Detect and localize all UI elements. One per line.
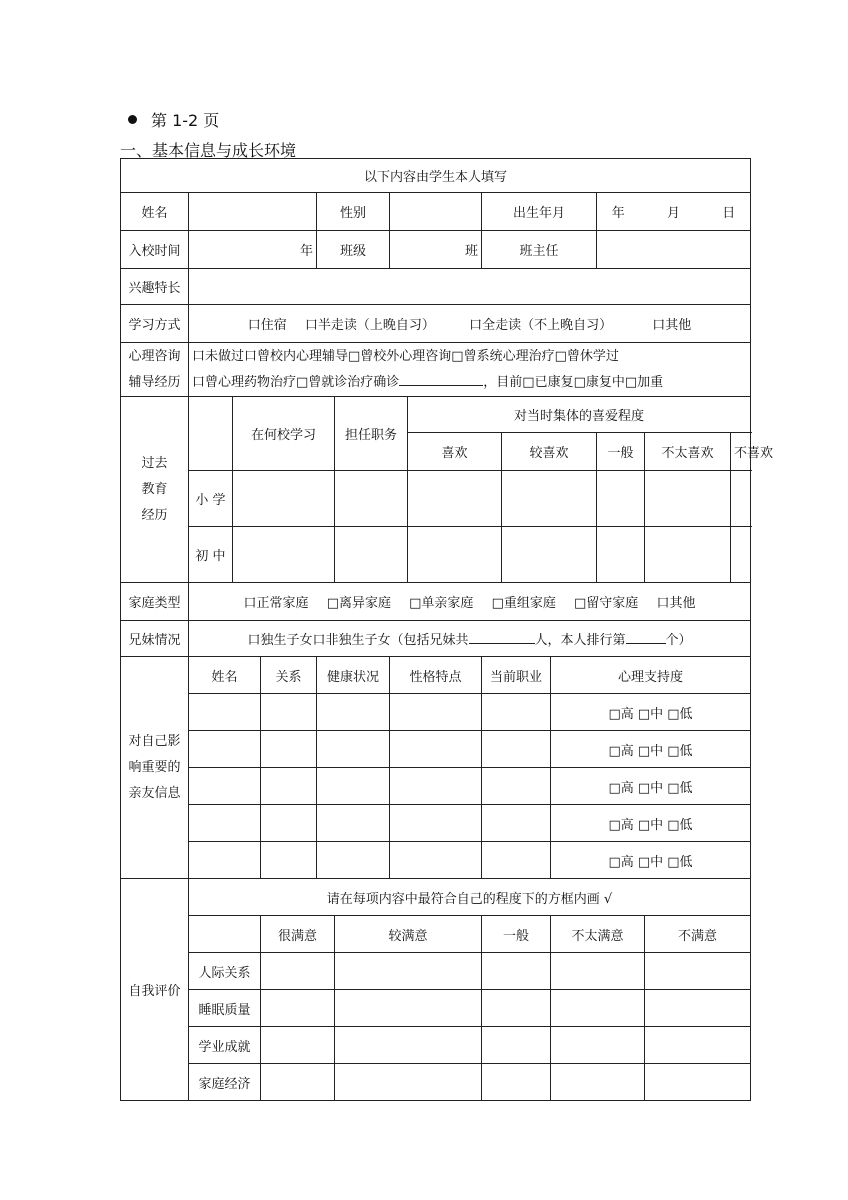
- rel-cell[interactable]: [189, 768, 261, 805]
- rel-support-options[interactable]: □高 □中 □低: [551, 694, 751, 731]
- edu-cell[interactable]: [408, 471, 502, 527]
- eval-cell[interactable]: [482, 990, 551, 1027]
- eval-cell[interactable]: [261, 1027, 335, 1064]
- rel-cell[interactable]: [317, 842, 390, 879]
- diagnosis-blank[interactable]: [399, 371, 483, 386]
- eval-cell[interactable]: [482, 1064, 551, 1101]
- admission-field[interactable]: [189, 231, 317, 269]
- relatives-label: 对自己影 响重要的 亲友信息: [121, 657, 189, 879]
- edu-cell[interactable]: [645, 527, 731, 583]
- rel-cell[interactable]: [482, 694, 551, 731]
- rel-cell[interactable]: [317, 731, 390, 768]
- eval-cell[interactable]: [551, 990, 645, 1027]
- rel-support-options[interactable]: □高 □中 □低: [551, 768, 751, 805]
- self-eval-instruction: 请在每项内容中最符合自己的程度下的方框内画 √: [189, 879, 751, 916]
- counseling-options[interactable]: [189, 343, 751, 397]
- edu-cell[interactable]: [645, 471, 731, 527]
- rel-cell[interactable]: [261, 768, 317, 805]
- edu-cell[interactable]: [731, 527, 751, 583]
- self-eval-label: 自我评价: [121, 879, 189, 1101]
- edu-cell[interactable]: [233, 527, 335, 583]
- edu-cell[interactable]: [597, 527, 645, 583]
- rel-cell[interactable]: [390, 694, 482, 731]
- eval-cell[interactable]: [335, 1064, 482, 1101]
- edu-row-junior: 初 中: [189, 527, 233, 583]
- teacher-field[interactable]: [597, 231, 751, 269]
- eval-level-neutral: 一般: [482, 916, 551, 953]
- edu-cell[interactable]: [731, 471, 751, 527]
- rel-cell[interactable]: [482, 768, 551, 805]
- eval-item-sleep: 睡眠质量: [189, 990, 261, 1027]
- edu-level-dislike: 不喜欢: [731, 433, 751, 471]
- eval-level-fairly: 较满意: [335, 916, 482, 953]
- family-option-other[interactable]: 口其他: [656, 596, 696, 611]
- eval-item-academic: 学业成就: [189, 1027, 261, 1064]
- education-col-school: 在何校学习: [233, 397, 335, 471]
- eval-item-relations: 人际关系: [189, 953, 261, 990]
- education-corner: [189, 397, 233, 471]
- class-unit: 班: [464, 244, 478, 259]
- rel-cell[interactable]: [390, 805, 482, 842]
- section-title: 一、基本信息与成长环境: [120, 141, 297, 160]
- self-eval-corner: [189, 916, 261, 953]
- study-mode-label: 学习方式: [121, 305, 189, 343]
- edu-level-neutral: 一般: [597, 433, 645, 471]
- rel-support-options[interactable]: □高 □中 □低: [551, 842, 751, 879]
- class-field[interactable]: [390, 231, 482, 269]
- family-type-label: 家庭类型: [121, 583, 189, 621]
- student-info-form: [120, 158, 774, 1101]
- education-col-position: 担任职务: [335, 397, 408, 471]
- rel-cell[interactable]: [261, 842, 317, 879]
- family-option-blended[interactable]: □重组家庭: [491, 596, 556, 611]
- family-type-options: [189, 583, 751, 621]
- rel-cell[interactable]: [390, 842, 482, 879]
- edu-cell[interactable]: [335, 527, 408, 583]
- rel-cell[interactable]: [189, 731, 261, 768]
- name-field[interactable]: [189, 193, 317, 231]
- birth-field[interactable]: [597, 193, 751, 231]
- counseling-line-2: 口曾心理药物治疗□曾就诊治疗确诊 ，目前□已康复□康复中□加重: [192, 370, 747, 396]
- eval-cell[interactable]: [335, 953, 482, 990]
- rel-cell[interactable]: [482, 805, 551, 842]
- rel-cell[interactable]: [482, 731, 551, 768]
- class-label: 班级: [317, 231, 390, 269]
- eval-cell[interactable]: [551, 953, 645, 990]
- rel-cell[interactable]: [261, 731, 317, 768]
- eval-cell[interactable]: [645, 1064, 751, 1101]
- eval-cell[interactable]: [551, 1064, 645, 1101]
- family-option-normal[interactable]: 口正常家庭: [243, 596, 309, 611]
- eval-item-economy: 家庭经济: [189, 1064, 261, 1101]
- edu-cell[interactable]: [408, 527, 502, 583]
- rel-cell[interactable]: [317, 694, 390, 731]
- rel-col-support: 心理支持度: [551, 657, 751, 694]
- counseling-label: 心理咨询 辅导经历: [121, 343, 189, 397]
- rel-col-health: 健康状况: [317, 657, 390, 694]
- eval-cell[interactable]: [261, 953, 335, 990]
- form-header: 以下内容由学生本人填写: [121, 159, 751, 193]
- education-col-group: 对当时集体的喜爱程度: [408, 397, 751, 433]
- edu-cell[interactable]: [233, 471, 335, 527]
- eval-cell[interactable]: [261, 1064, 335, 1101]
- eval-cell[interactable]: [645, 990, 751, 1027]
- eval-cell[interactable]: [551, 1027, 645, 1064]
- family-option-divorced[interactable]: □离异家庭: [326, 596, 391, 611]
- rel-cell[interactable]: [189, 842, 261, 879]
- siblings-count-blank[interactable]: [469, 629, 535, 644]
- birth-month-unit: 月: [667, 206, 681, 221]
- page-range-text: 第 1-2 页: [151, 111, 220, 130]
- page-range-line: [128, 108, 219, 131]
- eval-cell[interactable]: [482, 953, 551, 990]
- eval-cell[interactable]: [335, 990, 482, 1027]
- edu-cell[interactable]: [502, 471, 597, 527]
- eval-cell[interactable]: [261, 990, 335, 1027]
- siblings-label: 兄妹情况: [121, 621, 189, 657]
- admission-year-unit: 年: [299, 244, 313, 259]
- gender-label: 性别: [317, 193, 390, 231]
- rel-cell[interactable]: [390, 768, 482, 805]
- eval-level-not-very: 不太满意: [551, 916, 645, 953]
- study-option-boarding[interactable]: 口住宿: [247, 318, 287, 333]
- study-option-full[interactable]: 口全走读（不上晚自习）: [469, 318, 613, 333]
- edu-cell[interactable]: [502, 527, 597, 583]
- rel-cell[interactable]: [261, 694, 317, 731]
- siblings-rank-blank[interactable]: [626, 629, 666, 644]
- birth-label: 出生年月: [482, 193, 597, 231]
- edu-level-like: 喜欢: [408, 433, 502, 471]
- study-mode-options: [189, 305, 751, 343]
- rel-support-options[interactable]: □高 □中 □低: [551, 731, 751, 768]
- gender-field[interactable]: [390, 193, 482, 231]
- rel-cell[interactable]: [189, 694, 261, 731]
- eval-cell[interactable]: [335, 1027, 482, 1064]
- hobby-label: 兴趣特长: [121, 269, 189, 305]
- education-label: 过去 教育 经历: [121, 397, 189, 583]
- rel-cell[interactable]: [317, 805, 390, 842]
- edu-cell[interactable]: [597, 471, 645, 527]
- bullet-icon: [128, 115, 137, 124]
- name-label: 姓名: [121, 193, 189, 231]
- rel-cell[interactable]: [261, 805, 317, 842]
- eval-cell[interactable]: [645, 953, 751, 990]
- admission-label: 入校时间: [121, 231, 189, 269]
- edu-level-fairly: 较喜欢: [502, 433, 597, 471]
- edu-cell[interactable]: [335, 471, 408, 527]
- edu-row-primary: 小 学: [189, 471, 233, 527]
- eval-level-not: 不满意: [645, 916, 751, 953]
- study-option-other[interactable]: 口其他: [652, 318, 692, 333]
- eval-level-very: 很满意: [261, 916, 335, 953]
- rel-col-job: 当前职业: [482, 657, 551, 694]
- family-option-single[interactable]: □单亲家庭: [409, 596, 474, 611]
- counseling-line-1: 口未做过口曾校内心理辅导□曾校外心理咨询□曾系统心理治疗□曾休学过: [192, 348, 619, 364]
- rel-col-personality: 性格特点: [390, 657, 482, 694]
- birth-day-unit: 日: [722, 206, 736, 221]
- edu-level-dislike-some: 不太喜欢: [645, 433, 731, 471]
- rel-cell[interactable]: [189, 805, 261, 842]
- siblings-field[interactable]: 口独生子女口非独生子女（包括兄妹共 人，本人排行第 个）: [189, 621, 751, 657]
- rel-cell[interactable]: [482, 842, 551, 879]
- teacher-label: 班主任: [482, 231, 597, 269]
- rel-col-name: 姓名: [189, 657, 261, 694]
- study-option-half[interactable]: 口半走读（上晚自习）: [304, 318, 435, 333]
- hobby-field[interactable]: [189, 269, 751, 305]
- rel-support-options[interactable]: □高 □中 □低: [551, 805, 751, 842]
- rel-cell[interactable]: [317, 768, 390, 805]
- eval-cell[interactable]: [645, 1027, 751, 1064]
- eval-cell[interactable]: [482, 1027, 551, 1064]
- rel-col-relation: 关系: [261, 657, 317, 694]
- birth-year-unit: 年: [611, 206, 625, 221]
- family-option-leftbehind[interactable]: □留守家庭: [574, 596, 639, 611]
- rel-cell[interactable]: [390, 731, 482, 768]
